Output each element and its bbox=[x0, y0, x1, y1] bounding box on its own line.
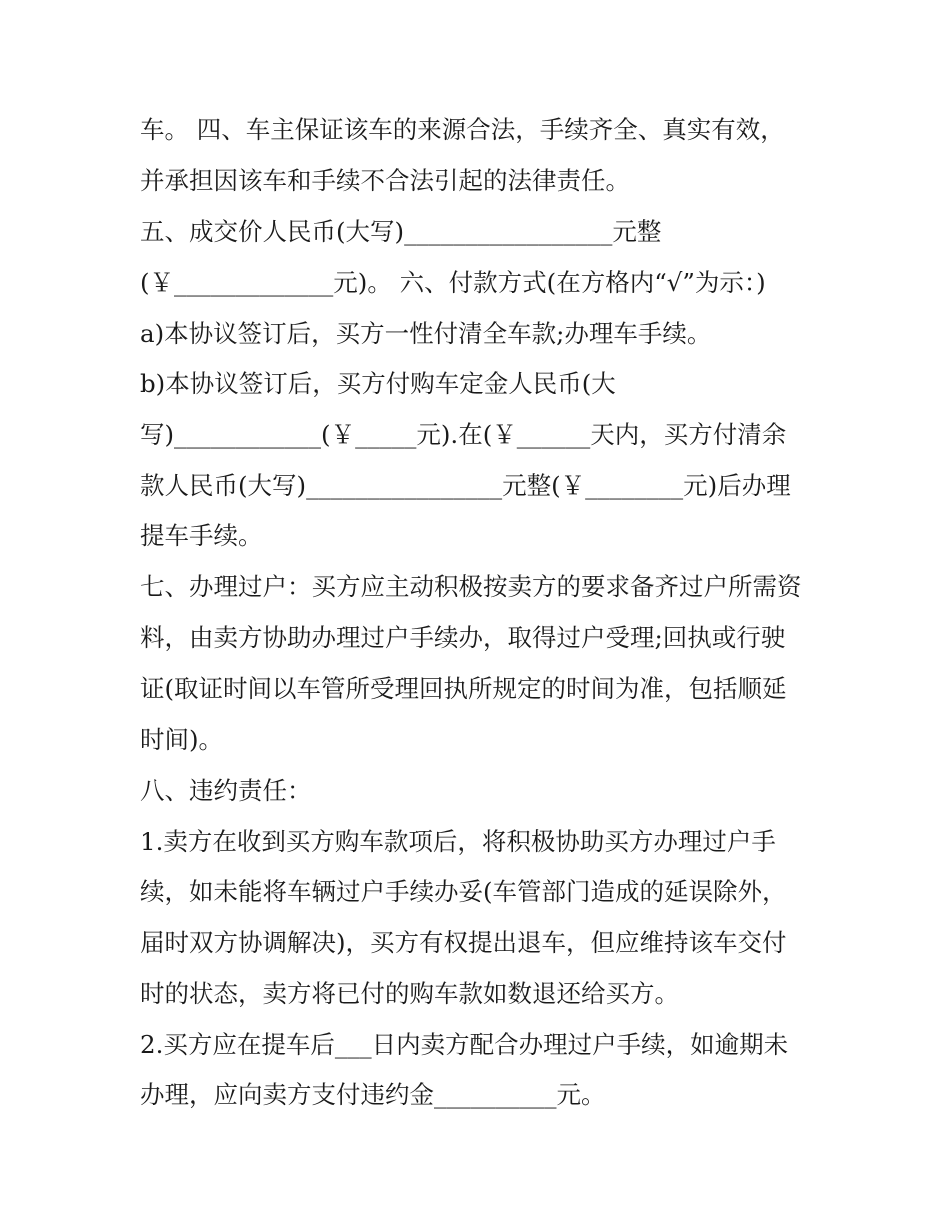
text-line: 2.买方应在提车后___日内卖方配合办理过户手续，如逾期未 bbox=[140, 1030, 789, 1059]
text-line: 写)____________(￥_____元).在(￥______天内，买方付清余 bbox=[140, 420, 787, 449]
text-line: 款人民币(大写)________________元整(￥________元)后办理 bbox=[140, 471, 791, 500]
text-line: 证(取证时间以车管所受理回执所规定的时间为准，包括顺延 bbox=[140, 674, 787, 703]
text-line: 料，由卖方协助办理过户手续办，取得过户受理;回执或行驶 bbox=[140, 623, 786, 652]
text-line: 五、成交价人民币(大写)_________________元整 bbox=[140, 217, 662, 246]
text-line: (￥_____________元)。 六、付款方式(在方格内“√”为示：) bbox=[140, 268, 766, 297]
text-line: 时间)。 bbox=[140, 725, 224, 754]
text-line: 届时双方协调解决)，买方有权提出退车，但应维持该车交付 bbox=[140, 928, 787, 957]
text-line: 八、违约责任： bbox=[140, 776, 312, 805]
text-line: 办理，应向卖方支付违约金__________元。 bbox=[140, 1080, 606, 1109]
text-line: 1.卖方在收到买方购车款项后，将积极协助买方办理过户手 bbox=[140, 827, 776, 856]
text-line: 时的状态，卖方将已付的购车款如数退还给买方。 bbox=[140, 979, 679, 1008]
text-line: a)本协议签订后，买方一性付清全车款;办理车手续。 bbox=[140, 319, 712, 348]
text-line: 续，如未能将车辆过户手续办妥(车管部门造成的延误除外， bbox=[140, 877, 787, 906]
text-line: 并承担因该车和手续不合法引起的法律责任。 bbox=[140, 166, 630, 195]
text-line: b)本协议签订后，买方付购车定金人民币(大 bbox=[140, 369, 616, 398]
text-line: 七、办理过户：买方应主动积极按卖方的要求备齐过户所需资 bbox=[140, 572, 802, 601]
text-line: 提车手续。 bbox=[140, 521, 263, 550]
text-line: 车。 四、车主保证该车的来源合法，手续齐全、真实有效， bbox=[140, 115, 785, 144]
